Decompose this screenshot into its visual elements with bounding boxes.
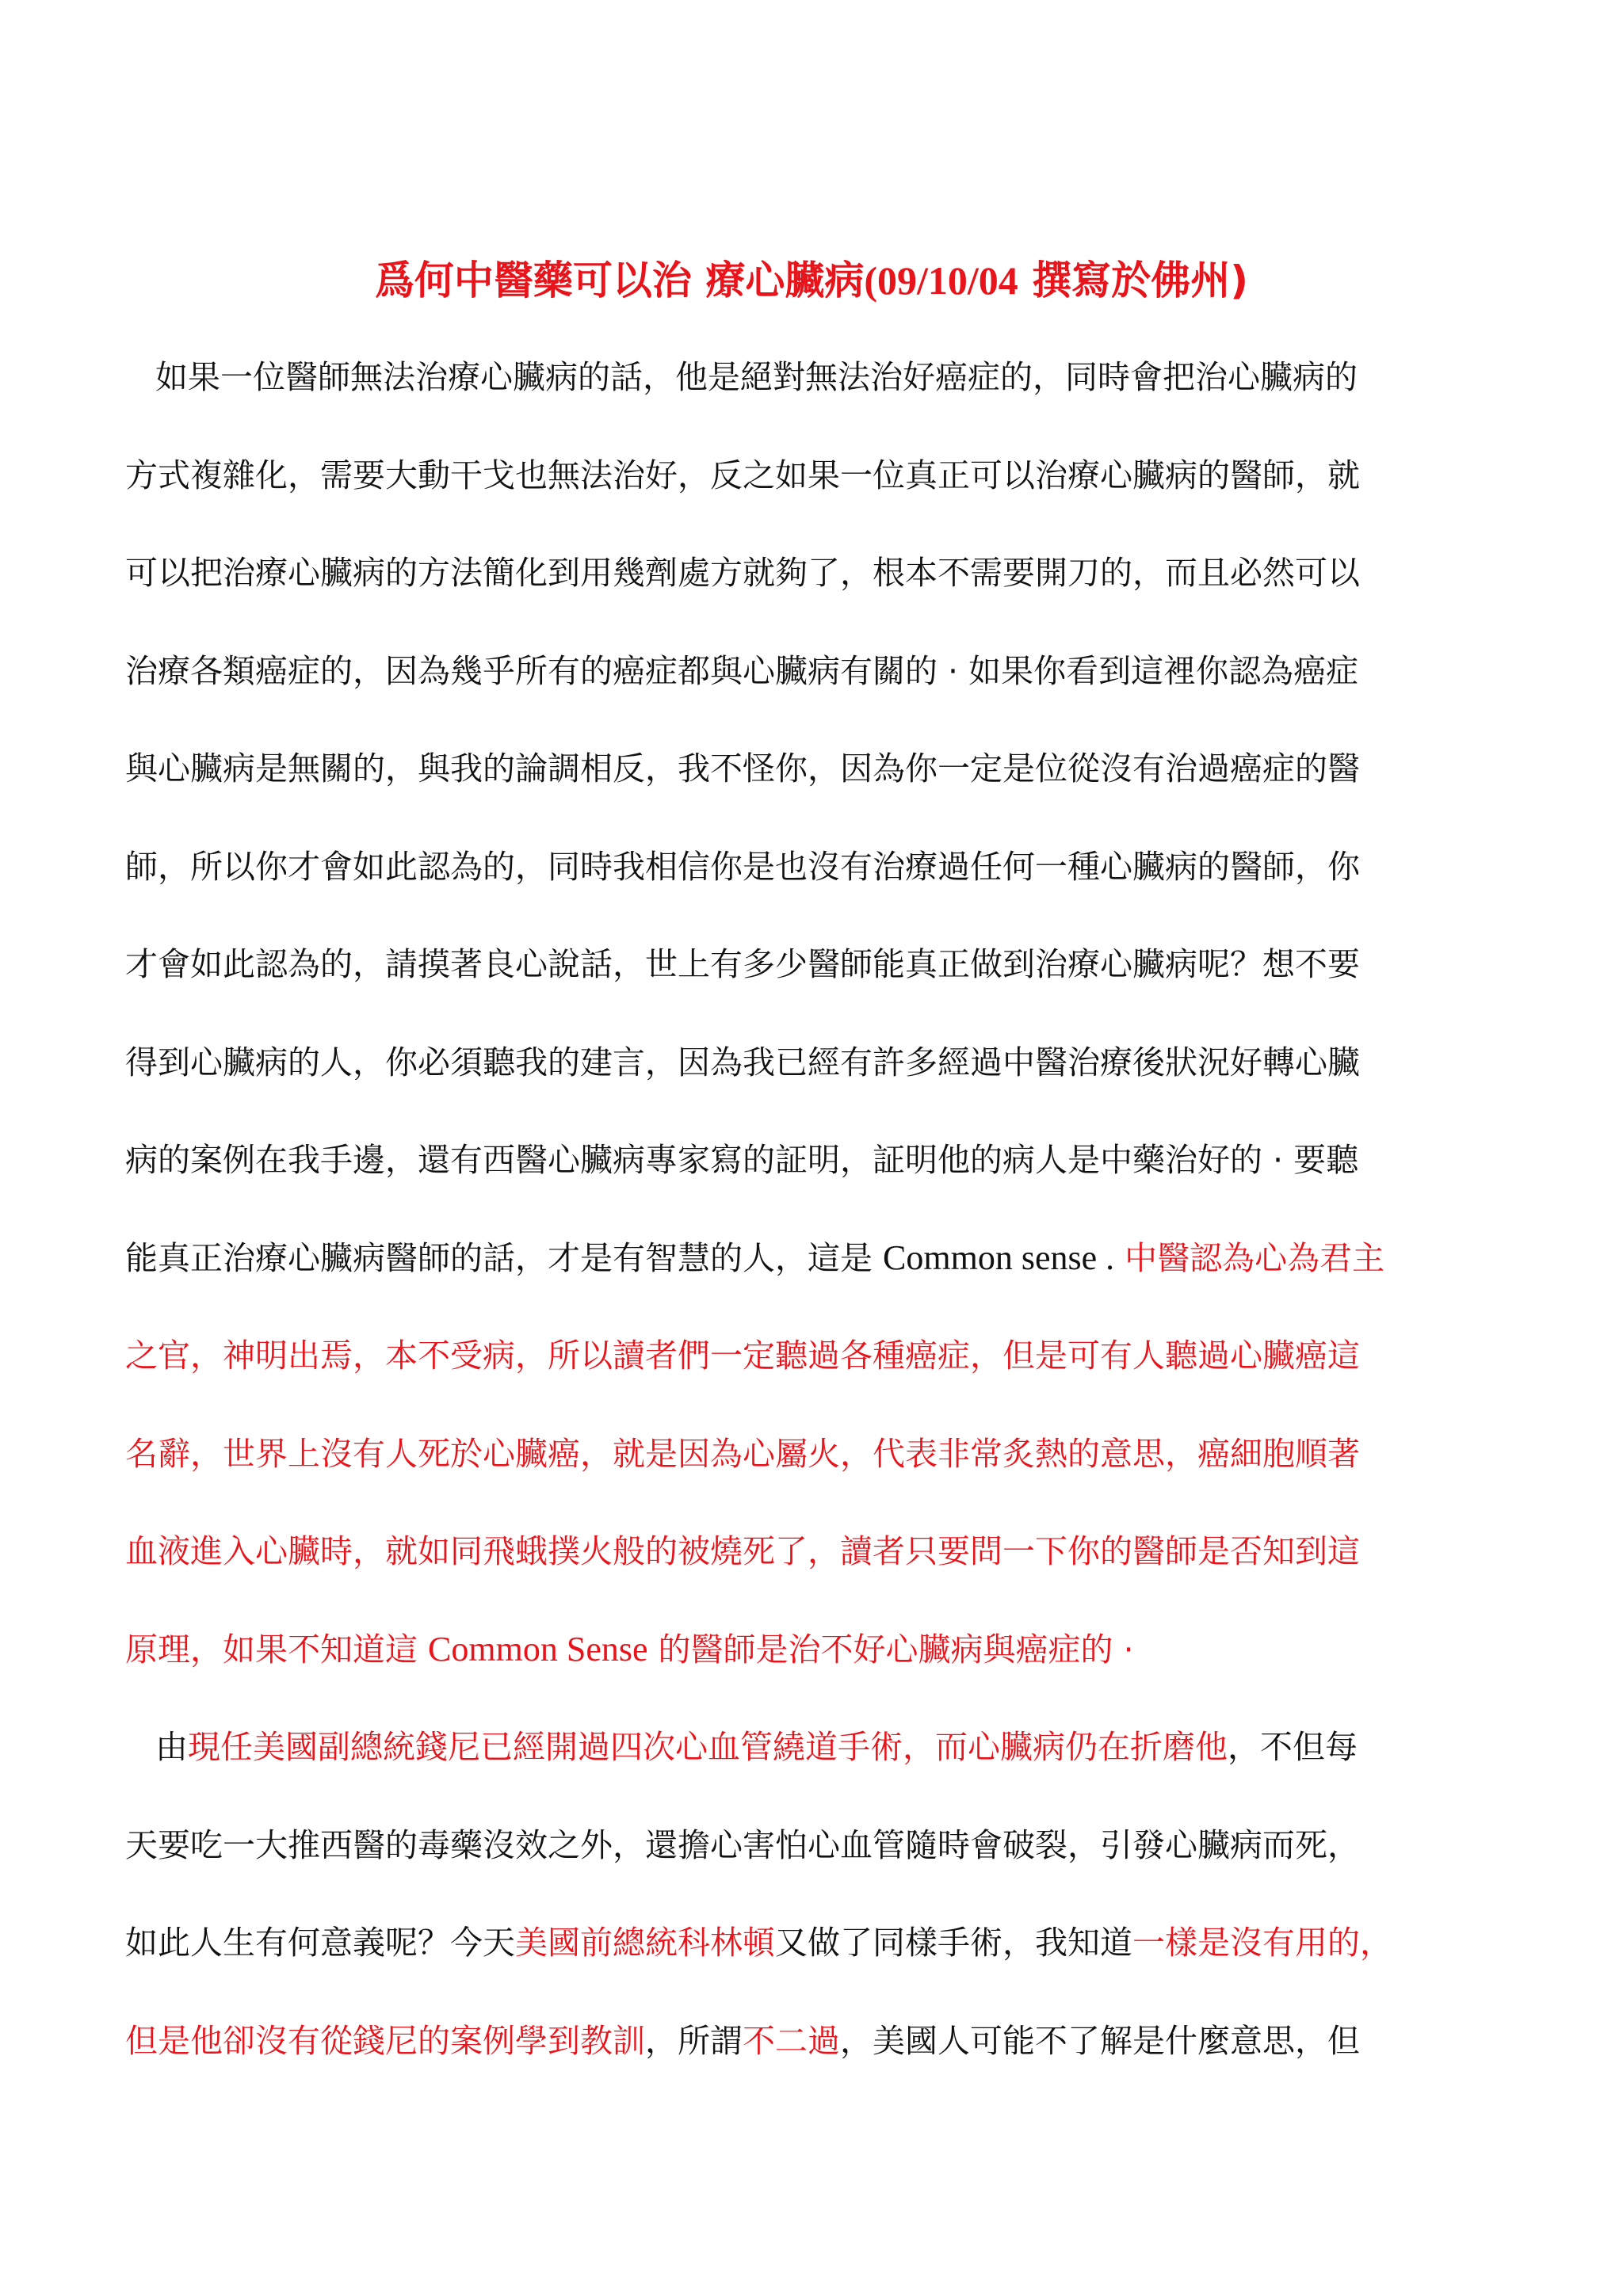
- body-text: 由: [155, 1728, 188, 1766]
- highlighted-text: 美國前總統科林頓: [515, 1924, 775, 1962]
- body-text: 如此人生有何意義呢？今天: [125, 1924, 515, 1962]
- body-text: 治療各類癌症的，因為幾乎所有的癌症都與心臟病有關的 · 如果你看到這裡你認為癌症: [125, 652, 1359, 690]
- text-line: [125, 1817, 1512, 1874]
- text-line: [125, 740, 1512, 797]
- body-text: 天要吃一大推西醫的毒藥沒效之外，還擔心害怕心血管隨時會破裂，引發心臟病而死，: [125, 1826, 1360, 1864]
- body-text: 可以把治療心臟病的方法簡化到用幾劑處方就夠了，根本不需要開刀的，而且必然可以: [125, 554, 1360, 592]
- document-title: [0, 252, 1623, 309]
- highlighted-text: 名辭，世界上沒有人死於心臟癌，就是因為心屬火，代表非常炙熱的意思，癌細胞順著: [125, 1435, 1360, 1473]
- body-text: ，不但每: [1228, 1728, 1358, 1766]
- text-line: [125, 838, 1512, 895]
- highlighted-text: 一樣是沒有用的，: [1132, 1924, 1392, 1962]
- text-line: [125, 1230, 1512, 1287]
- text-line: [125, 1327, 1512, 1384]
- text-line: [125, 1034, 1512, 1091]
- body-text: ，美國人可能不了解是什麼意思，但: [840, 2022, 1360, 2060]
- body-text: 如果一位醫師無法治療心臟病的話，他是絕對無法治好癌症的，同時會把治心臟病的: [155, 358, 1358, 396]
- title-location: 撰寫於佛州): [1018, 257, 1249, 303]
- text-line: [125, 643, 1512, 700]
- body-text: 得到心臟病的人，你必須聽我的建言，因為我已經有許多經過中醫治療後狀況好轉心臟: [125, 1043, 1360, 1081]
- text-line: [125, 1523, 1512, 1580]
- highlighted-text: 原理，如果不知道這: [125, 1630, 429, 1669]
- text-line: [125, 2012, 1512, 2069]
- body-text: 方式複雜化，需要大動干戈也無法治好，反之如果一位真正可以治療心臟病的醫師，就: [125, 456, 1360, 494]
- text-line: [125, 544, 1512, 601]
- highlighted-text: Common Sense: [428, 1630, 648, 1669]
- text-line: [125, 349, 1542, 406]
- body-text: Common sense .: [883, 1238, 1115, 1277]
- title-date: (09/10/04: [864, 258, 1018, 303]
- body-text: 又做了同樣手術，我知道: [775, 1924, 1132, 1962]
- text-line: [125, 1914, 1512, 1971]
- body-text: ，所謂: [645, 2022, 743, 2060]
- highlighted-text: 的醫師是治不好心臟病與癌症的 ·: [647, 1630, 1134, 1669]
- body-text: 師，所以你才會如此認為的，同時我相信你是也沒有治療過任何一種心臟病的醫師，你: [125, 848, 1360, 886]
- highlighted-text: 中醫認為心為君主: [1114, 1239, 1385, 1277]
- text-line: [125, 447, 1512, 504]
- body-text: 能真正治療心臟病醫師的話，才是有智慧的人，這是: [125, 1239, 884, 1277]
- text-line: [125, 1131, 1512, 1188]
- body-text: 才會如此認為的，請摸著良心說話，世上有多少醫師能真正做到治療心臟病呢？想不要: [125, 945, 1360, 983]
- highlighted-text: 但是他卻沒有從錢尼的案例學到教訓: [125, 2022, 645, 2060]
- highlighted-text: 不二過: [743, 2022, 840, 2060]
- text-line: [125, 1718, 1542, 1775]
- text-line: [125, 1425, 1512, 1482]
- title-text: 爲何中醫藥可以治 療心臟病: [374, 257, 865, 303]
- text-line: [125, 936, 1512, 993]
- body-text: 病的案例在我手邊，還有西醫心臟病專家寫的証明，証明他的病人是中藥治好的 · 要聽: [125, 1141, 1359, 1179]
- highlighted-text: 現任美國副總統錢尼已經開過四次心血管繞道手術，而心臟病仍在折磨他: [188, 1728, 1228, 1766]
- highlighted-text: 之官，神明出焉，本不受病，所以讀者們一定聽過各種癌症，但是可有人聽過心臟癌這: [125, 1337, 1360, 1375]
- body-text: 與心臟病是無關的，與我的論調相反，我不怪你，因為你一定是位從沒有治過癌症的醫: [125, 749, 1360, 788]
- highlighted-text: 血液進入心臟時，就如同飛蛾撲火般的被燒死了，讀者只要問一下你的醫師是否知到這: [125, 1532, 1360, 1570]
- text-line: [125, 1621, 1512, 1678]
